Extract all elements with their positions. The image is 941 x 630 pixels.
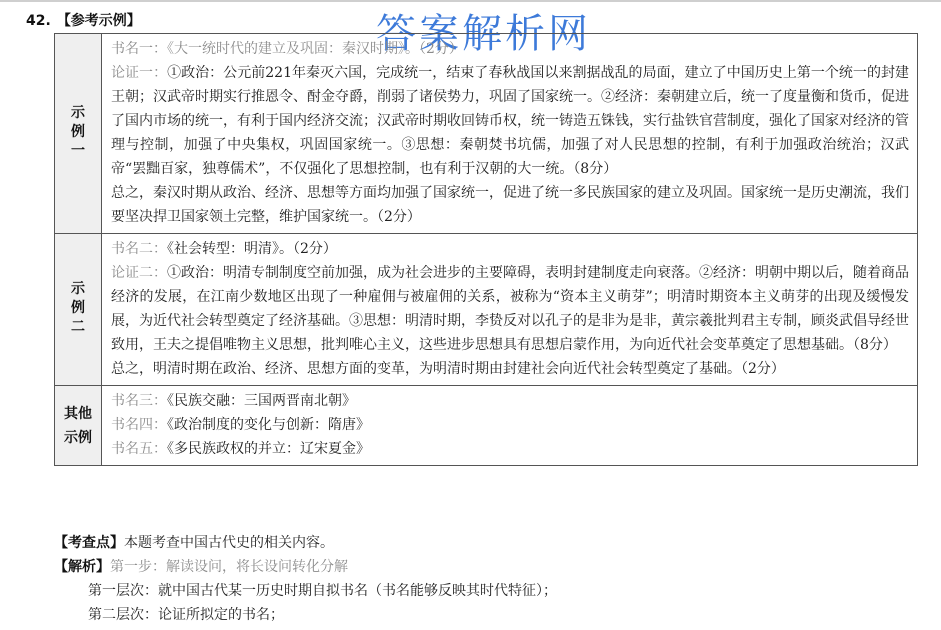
argument-one: 论证一：①政治：公元前221年秦灭六国，完成统一，结束了春秋战国以来割据战乱的局面，建立了中国历史上第一个统一的封建王朝；汉武帝时期实行推恩令、酎金夺爵，削弱了诸侯势力，巩固了国家统一。②经济：秦朝建立后，统一了度量衡和货币，促进了国内市场的统一，有利于国内经济交流；汉武帝时期收回铸币权，统一铸造五铢钱，实行盐铁官营制度，强化了国家对经济的管理与控制，加强了中央集权，巩固国家统一。③思想：秦朝焚书坑儒，加强了对人民思想的控制，有利于加强政治统治；汉武帝“罢黜百家，独尊儒术”，不仅强化了思想控制，也有利于汉朝的大一统。（8分） bbox=[111, 65, 910, 177]
answer-table bbox=[54, 33, 918, 466]
analysis-level-one: 第一层次：就中国古代某一历史时期自拟书名（书名能够反映其时代特征）； bbox=[88, 583, 557, 599]
example-two-label: 示例二 bbox=[55, 234, 102, 386]
other-examples-row bbox=[55, 386, 918, 466]
analysis-step: 【解析】第一步：解读设问，将长设问转化分解 bbox=[54, 559, 348, 575]
argument-two: 论证二：①政治：明清专制制度空前加强，成为社会进步的主要障碍，表明封建制度走向衰落。②经济：明朝中期以后，随着商品经济的发展，在江南少数地区出现了一种雇佣与被雇佣的关系，被称为“资本主义萌芽”；明清时期资本主义萌芽的出现及缓慢发展，为近代社会转型奠定了经济基础。③思想：明清时期，李贽反对以孔子的是非为是非，黄宗羲批判君主专制，顾炎武倡导经世致用，王夫之提倡唯物主义思想，批判唯心主义，这些进步思想具有思想启蒙作用，为向近代社会变革奠定了思想基础。（8分） bbox=[111, 265, 909, 353]
summary-one: 总之，秦汉时期从政治、经济、思想等方面均加强了国家统一，促进了统一多民族国家的建立及巩固。国家统一是历史潮流，我们要坚决捍卫国家领土完整，维护国家统一。（2分） bbox=[111, 185, 909, 225]
question-number: 42. bbox=[26, 13, 51, 29]
book-title-two: 书名二：《社会转型：明清》。（2分） bbox=[111, 241, 337, 257]
summary-two: 总之，明清时期在政治、经济、思想方面的变革，为明清时期由封建社会向近代社会转型奠定了基础。（2分） bbox=[111, 361, 785, 377]
other-examples-label: 其他 示例 bbox=[55, 386, 102, 466]
example-one-row bbox=[55, 34, 918, 234]
watermark-text: 答案解析网 bbox=[376, 11, 591, 57]
question-header bbox=[26, 10, 141, 30]
book-title-one: 书名一：《大一统时代的建立及巩固：秦汉时期》。（2分） bbox=[111, 41, 463, 57]
book-title-three: 书名三：《民族交融：三国两晋南北朝》 bbox=[111, 393, 356, 409]
book-title-four: 书名四：《政治制度的变化与创新：隋唐》 bbox=[111, 417, 370, 433]
example-two-content bbox=[102, 234, 918, 386]
example-two-row bbox=[55, 234, 918, 386]
other-examples-content bbox=[102, 386, 918, 466]
book-title-five: 书名五：《多民族政权的并立：辽宋夏金》 bbox=[111, 441, 370, 457]
analysis-section bbox=[54, 531, 918, 627]
reference-example-label: 【参考示例】 bbox=[56, 13, 141, 29]
exam-point: 【考查点】本题考查中国古代史的相关内容。 bbox=[54, 535, 334, 551]
example-one-label: 示例一 bbox=[55, 34, 102, 234]
example-one-content bbox=[102, 34, 918, 234]
analysis-level-two: 第二层次：论证所拟定的书名； bbox=[88, 607, 284, 623]
